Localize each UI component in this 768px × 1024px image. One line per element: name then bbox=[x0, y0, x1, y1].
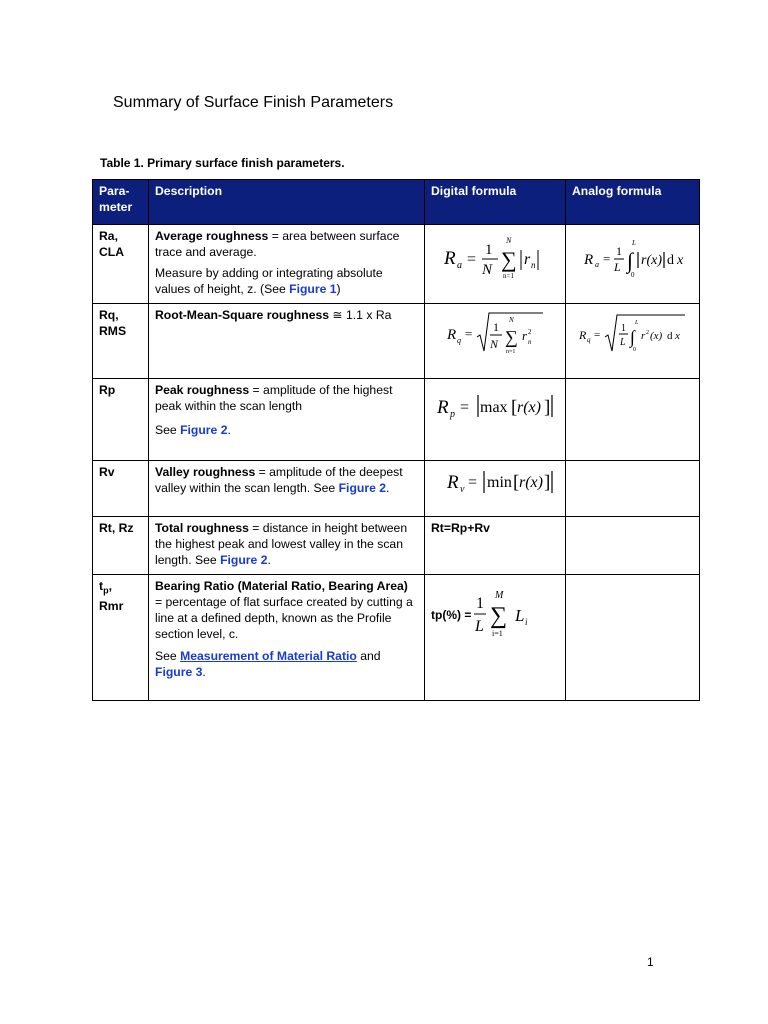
svg-text:N: N bbox=[509, 316, 514, 324]
header-description: Description bbox=[149, 180, 425, 225]
svg-text:2: 2 bbox=[645, 330, 649, 336]
desc-text: = distance in height between the highest peak and lowest valley in the scan length. See bbox=[155, 521, 408, 567]
desc-text: = amplitude of the deepest valley within the scan length. See bbox=[155, 465, 403, 495]
figure-3-link[interactable]: Figure 3 bbox=[155, 665, 203, 679]
desc-term: Peak roughness bbox=[155, 383, 250, 397]
analog-formula-cell bbox=[566, 461, 700, 517]
svg-text:2: 2 bbox=[528, 328, 532, 336]
svg-text:min: min bbox=[487, 474, 512, 491]
param-rt-rz: Rt, Rz bbox=[99, 521, 134, 535]
table-caption: Table 1. Primary surface finish parameters. bbox=[100, 156, 345, 170]
svg-text:1: 1 bbox=[493, 320, 499, 334]
header-analog-formula: Analog formula bbox=[566, 180, 700, 225]
header-parameter-line2: meter bbox=[99, 200, 133, 214]
svg-text:[: [ bbox=[513, 472, 520, 493]
svg-text:1: 1 bbox=[620, 323, 626, 334]
desc-text: Measure by adding or integrating absolute values of height, z. (See bbox=[155, 266, 383, 296]
table-row bbox=[93, 575, 700, 701]
digital-formula-cell bbox=[425, 304, 566, 379]
table-row bbox=[93, 517, 700, 575]
svg-text:∑: ∑ bbox=[490, 603, 508, 629]
figure-2-link[interactable]: Figure 2 bbox=[180, 423, 228, 437]
svg-text:∑: ∑ bbox=[505, 327, 518, 347]
description-cell bbox=[149, 304, 425, 379]
svg-text:a: a bbox=[594, 260, 599, 269]
param-tp-t: t bbox=[99, 579, 104, 593]
analog-formula-cell bbox=[566, 304, 700, 379]
header-parameter bbox=[93, 180, 149, 225]
desc-end: . bbox=[386, 481, 390, 495]
table-row bbox=[93, 379, 700, 461]
svg-text:=: = bbox=[467, 251, 477, 268]
svg-text:v: v bbox=[460, 484, 465, 495]
svg-text:=: = bbox=[602, 251, 610, 266]
rt-digital-formula: Rt=Rp+Rv bbox=[425, 517, 566, 575]
svg-text:L: L bbox=[634, 320, 638, 326]
param-rms: RMS bbox=[99, 324, 127, 338]
svg-text:n: n bbox=[531, 260, 536, 270]
desc-see: See bbox=[155, 423, 181, 437]
svg-text:∫: ∫ bbox=[626, 248, 633, 273]
svg-text:=: = bbox=[468, 474, 478, 491]
param-cell bbox=[93, 304, 149, 379]
svg-text:0: 0 bbox=[630, 271, 634, 279]
figure-2-link[interactable]: Figure 2 bbox=[220, 553, 268, 567]
svg-text:L: L bbox=[619, 337, 626, 348]
desc-see: See bbox=[155, 649, 181, 663]
svg-text:L: L bbox=[515, 606, 525, 625]
svg-text:n=1: n=1 bbox=[503, 272, 514, 280]
svg-text:r(x): r(x) bbox=[517, 399, 541, 416]
tp-formula-label: tp(%) = bbox=[431, 608, 472, 622]
analog-formula-cell bbox=[566, 379, 700, 461]
svg-text:r(x): r(x) bbox=[519, 474, 543, 491]
svg-text:M: M bbox=[495, 590, 504, 601]
svg-text:q: q bbox=[586, 336, 590, 344]
desc-term: Root-Mean-Square roughness bbox=[155, 308, 330, 322]
desc-end: . bbox=[202, 665, 206, 679]
svg-text:L: L bbox=[475, 618, 485, 635]
svg-text:n: n bbox=[528, 338, 532, 346]
svg-text:=: = bbox=[593, 329, 600, 341]
param-cell bbox=[93, 225, 149, 304]
svg-text:x: x bbox=[676, 253, 683, 268]
analog-formula-cell bbox=[566, 517, 700, 575]
description-cell bbox=[149, 575, 425, 701]
analog-formula-cell bbox=[566, 225, 700, 304]
desc-end: . bbox=[227, 423, 231, 437]
svg-text:d: d bbox=[666, 330, 672, 342]
desc-text: = area between surface trace and average. bbox=[155, 229, 400, 259]
ra-analog-formula bbox=[574, 228, 692, 286]
rq-analog-formula bbox=[577, 307, 689, 361]
description-cell bbox=[149, 225, 425, 304]
svg-text:=: = bbox=[465, 326, 473, 341]
param-rq: Rq, bbox=[99, 308, 119, 322]
param-rp: Rp bbox=[99, 383, 116, 397]
svg-text:R: R bbox=[447, 327, 457, 343]
svg-text:d: d bbox=[666, 253, 674, 268]
digital-formula-cell bbox=[425, 461, 566, 517]
svg-text:]: ] bbox=[544, 472, 551, 493]
figure-2-link[interactable]: Figure 2 bbox=[338, 481, 387, 495]
description-cell bbox=[149, 461, 425, 517]
svg-text:1: 1 bbox=[615, 244, 622, 258]
param-cell bbox=[93, 379, 149, 461]
rp-digital-formula bbox=[433, 387, 557, 423]
table-header-row bbox=[93, 180, 700, 225]
figure-1-link[interactable]: Figure 1 bbox=[289, 282, 337, 296]
svg-text:max: max bbox=[480, 399, 508, 416]
page-number: 1 bbox=[647, 955, 654, 969]
param-cla: CLA bbox=[99, 245, 125, 259]
svg-text:1: 1 bbox=[476, 595, 485, 612]
svg-text:r(x): r(x) bbox=[640, 253, 662, 268]
svg-text:N: N bbox=[490, 337, 499, 351]
param-tp bbox=[99, 578, 142, 598]
svg-text:N: N bbox=[482, 262, 493, 278]
svg-text:[: [ bbox=[511, 397, 518, 418]
rv-digital-formula bbox=[433, 464, 557, 498]
svg-text:r: r bbox=[640, 330, 645, 342]
tp-digital-formula bbox=[473, 586, 535, 644]
desc-term: Average roughness bbox=[155, 229, 269, 243]
table-row bbox=[93, 304, 700, 379]
param-tp-comma: , bbox=[108, 579, 112, 593]
svg-text:R: R bbox=[444, 248, 456, 269]
svg-text:p: p bbox=[450, 409, 455, 420]
header-digital-formula: Digital formula bbox=[425, 180, 566, 225]
svg-text:0: 0 bbox=[632, 347, 636, 353]
svg-text:r: r bbox=[522, 328, 528, 343]
svg-text:i: i bbox=[525, 617, 528, 627]
ra-digital-formula bbox=[440, 228, 550, 286]
svg-text:(x): (x) bbox=[649, 330, 662, 342]
svg-text:∫: ∫ bbox=[629, 327, 635, 347]
header-parameter-line1: Para- bbox=[99, 184, 130, 198]
param-rmr: Rmr bbox=[99, 599, 124, 614]
param-cell bbox=[93, 461, 149, 517]
desc-text: = percentage of flat surface created by cutting a line at a defined depth, known as the Profile section level, c. bbox=[155, 595, 413, 641]
measurement-material-ratio-link[interactable]: Measurement of Material Ratio bbox=[180, 649, 357, 663]
svg-text:N: N bbox=[506, 236, 512, 245]
digital-formula-cell bbox=[425, 379, 566, 461]
desc-term: Total roughness bbox=[155, 521, 249, 535]
svg-text:R: R bbox=[447, 472, 459, 493]
digital-formula-cell bbox=[425, 225, 566, 304]
svg-text:L: L bbox=[613, 260, 621, 274]
param-cell bbox=[93, 517, 149, 575]
svg-text:a: a bbox=[457, 260, 462, 271]
svg-text:i=1: i=1 bbox=[492, 629, 504, 638]
desc-and: and bbox=[356, 649, 381, 663]
digital-formula-cell bbox=[425, 575, 566, 701]
desc-term: Bearing Ratio (Material Ratio, Bearing Area) bbox=[155, 579, 408, 593]
svg-text:=: = bbox=[460, 399, 470, 416]
param-tp-sub: p bbox=[103, 585, 109, 596]
desc-text: ≅ 1.1 x Ra bbox=[329, 308, 392, 322]
svg-text:R: R bbox=[437, 397, 449, 418]
desc-end: ) bbox=[336, 282, 341, 296]
desc-term: Valley roughness bbox=[155, 465, 256, 479]
svg-text:n=1: n=1 bbox=[506, 349, 516, 355]
svg-text:x: x bbox=[674, 330, 680, 342]
svg-text:∑: ∑ bbox=[501, 247, 517, 272]
description-cell bbox=[149, 517, 425, 575]
table-row bbox=[93, 461, 700, 517]
description-cell bbox=[149, 379, 425, 461]
desc-text: = amplitude of the highest peak within the scan length bbox=[155, 383, 393, 413]
svg-text:1: 1 bbox=[485, 242, 493, 258]
svg-text:r: r bbox=[524, 251, 531, 268]
desc-end: . bbox=[267, 553, 271, 567]
analog-formula-cell bbox=[566, 575, 700, 701]
table-row bbox=[93, 225, 700, 304]
svg-text:R: R bbox=[583, 252, 593, 268]
param-rv: Rv bbox=[99, 465, 115, 479]
svg-text:L: L bbox=[631, 239, 636, 247]
rq-digital-formula bbox=[445, 307, 545, 361]
param-cell bbox=[93, 575, 149, 701]
svg-text:R: R bbox=[578, 328, 586, 342]
parameters-table bbox=[92, 179, 700, 701]
svg-text:q: q bbox=[457, 336, 461, 345]
page-title: Summary of Surface Finish Parameters bbox=[113, 94, 394, 111]
param-ra: Ra, bbox=[99, 229, 118, 243]
svg-text:]: ] bbox=[544, 397, 551, 418]
